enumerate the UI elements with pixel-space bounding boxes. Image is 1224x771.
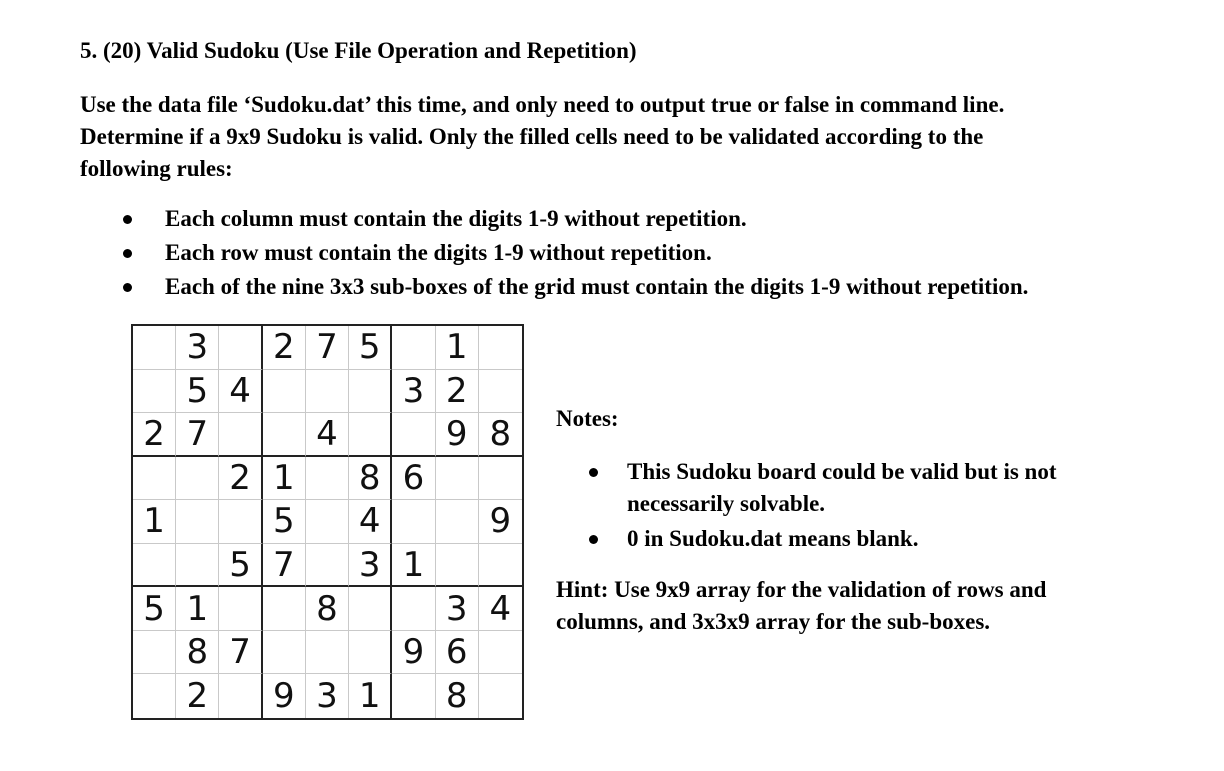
sudoku-cell bbox=[306, 631, 349, 675]
sudoku-cell bbox=[479, 631, 522, 675]
sudoku-cell bbox=[133, 631, 176, 675]
sudoku-cell bbox=[263, 631, 306, 675]
sudoku-board bbox=[131, 324, 524, 720]
sudoku-cell: 8 bbox=[436, 674, 479, 718]
sudoku-cell: 2 bbox=[436, 370, 479, 414]
bullet-icon bbox=[589, 468, 598, 477]
rule-item bbox=[112, 270, 1028, 304]
sudoku-cell bbox=[349, 370, 392, 414]
sudoku-cell: 8 bbox=[479, 413, 522, 457]
sudoku-cell: 9 bbox=[263, 674, 306, 718]
sudoku-cell bbox=[392, 326, 435, 370]
sudoku-cell: 2 bbox=[263, 326, 306, 370]
sudoku-cell bbox=[133, 370, 176, 414]
sudoku-cell bbox=[306, 500, 349, 544]
sudoku-cell: 8 bbox=[349, 457, 392, 501]
note-text: necessarily solvable. bbox=[627, 491, 826, 516]
sudoku-cell: 3 bbox=[436, 587, 479, 631]
sudoku-cell bbox=[306, 370, 349, 414]
sudoku-cell bbox=[176, 500, 219, 544]
sudoku-cell bbox=[479, 457, 522, 501]
sudoku-cell bbox=[349, 413, 392, 457]
sudoku-cell bbox=[219, 587, 262, 631]
sudoku-cell: 7 bbox=[263, 544, 306, 588]
sudoku-cell: 1 bbox=[176, 587, 219, 631]
sudoku-cell bbox=[219, 674, 262, 718]
sudoku-cell bbox=[479, 370, 522, 414]
rule-item bbox=[112, 236, 1028, 270]
sudoku-cell bbox=[392, 674, 435, 718]
sudoku-cell: 5 bbox=[219, 544, 262, 588]
problem-heading: 5. (20) Valid Sudoku (Use File Operation and Repetition) bbox=[80, 38, 637, 63]
sudoku-cell: 3 bbox=[349, 544, 392, 588]
sudoku-cell: 4 bbox=[219, 370, 262, 414]
rules-list bbox=[112, 202, 1028, 304]
sudoku-cell bbox=[176, 457, 219, 501]
notes-title: Notes: bbox=[556, 406, 619, 431]
sudoku-cell bbox=[219, 500, 262, 544]
sudoku-cell: 3 bbox=[392, 370, 435, 414]
sudoku-cell: 9 bbox=[479, 500, 522, 544]
sudoku-cell bbox=[306, 457, 349, 501]
sudoku-cell bbox=[436, 457, 479, 501]
sudoku-cell: 7 bbox=[176, 413, 219, 457]
bullet-icon bbox=[123, 283, 132, 292]
sudoku-cell bbox=[349, 587, 392, 631]
sudoku-cell: 6 bbox=[436, 631, 479, 675]
sudoku-cell: 4 bbox=[479, 587, 522, 631]
sudoku-cell: 1 bbox=[349, 674, 392, 718]
rule-text: Each row must contain the digits 1-9 without repetition. bbox=[165, 240, 712, 265]
sudoku-cell: 9 bbox=[436, 413, 479, 457]
sudoku-cell bbox=[479, 544, 522, 588]
bullet-icon bbox=[589, 535, 598, 544]
rule-text: Each column must contain the digits 1-9 without repetition. bbox=[165, 206, 747, 231]
sudoku-cell: 4 bbox=[306, 413, 349, 457]
bullet-icon bbox=[123, 215, 132, 224]
description-line: following rules: bbox=[80, 156, 233, 181]
sudoku-cell bbox=[219, 326, 262, 370]
sudoku-cell: 5 bbox=[176, 370, 219, 414]
sudoku-cell: 3 bbox=[306, 674, 349, 718]
sudoku-cell: 1 bbox=[263, 457, 306, 501]
sudoku-cell: 3 bbox=[176, 326, 219, 370]
hint-line: Hint: Use 9x9 array for the validation of rows and bbox=[556, 577, 1047, 602]
sudoku-cell: 2 bbox=[133, 413, 176, 457]
sudoku-cell: 7 bbox=[306, 326, 349, 370]
sudoku-cell bbox=[133, 674, 176, 718]
sudoku-cell: 9 bbox=[392, 631, 435, 675]
description-line: Determine if a 9x9 Sudoku is valid. Only the filled cells need to be validated according to the bbox=[80, 124, 984, 149]
rule-item bbox=[112, 202, 1028, 236]
sudoku-cell bbox=[219, 413, 262, 457]
sudoku-cell bbox=[133, 544, 176, 588]
note-text: 0 in Sudoku.dat means blank. bbox=[627, 526, 919, 551]
sudoku-cell bbox=[133, 326, 176, 370]
sudoku-cell: 5 bbox=[263, 500, 306, 544]
hint-text bbox=[556, 574, 1046, 638]
sudoku-cell: 1 bbox=[392, 544, 435, 588]
sudoku-cell bbox=[263, 413, 306, 457]
sudoku-cell bbox=[392, 500, 435, 544]
description-line: Use the data file ‘Sudoku.dat’ this time, and only need to output true or false in command line. bbox=[80, 92, 1005, 117]
sudoku-cell bbox=[436, 544, 479, 588]
sudoku-cell: 6 bbox=[392, 457, 435, 501]
note-item bbox=[580, 523, 1057, 555]
sudoku-cell bbox=[349, 631, 392, 675]
sudoku-cell bbox=[392, 413, 435, 457]
note-item bbox=[580, 456, 1057, 520]
sudoku-cell bbox=[479, 326, 522, 370]
sudoku-cell bbox=[263, 587, 306, 631]
problem-description bbox=[80, 89, 1160, 185]
sudoku-cell bbox=[392, 587, 435, 631]
rule-text: Each of the nine 3x3 sub-boxes of the grid must contain the digits 1-9 without repetition. bbox=[165, 274, 1029, 299]
sudoku-cell: 2 bbox=[176, 674, 219, 718]
sudoku-cell: 5 bbox=[349, 326, 392, 370]
sudoku-cell: 1 bbox=[133, 500, 176, 544]
sudoku-cell: 8 bbox=[176, 631, 219, 675]
sudoku-cell bbox=[263, 370, 306, 414]
sudoku-cell: 5 bbox=[133, 587, 176, 631]
sudoku-cell: 2 bbox=[219, 457, 262, 501]
sudoku-cell: 7 bbox=[219, 631, 262, 675]
sudoku-cell bbox=[176, 544, 219, 588]
hint-line: columns, and 3x3x9 array for the sub-boxes. bbox=[556, 609, 991, 634]
notes-list bbox=[580, 456, 1057, 558]
sudoku-cell: 4 bbox=[349, 500, 392, 544]
sudoku-cell bbox=[306, 544, 349, 588]
sudoku-cell: 1 bbox=[436, 326, 479, 370]
sudoku-cell: 8 bbox=[306, 587, 349, 631]
sudoku-cell bbox=[436, 500, 479, 544]
bullet-icon bbox=[123, 249, 132, 258]
sudoku-cell bbox=[133, 457, 176, 501]
note-text: This Sudoku board could be valid but is not bbox=[627, 459, 1057, 484]
sudoku-cell bbox=[479, 674, 522, 718]
